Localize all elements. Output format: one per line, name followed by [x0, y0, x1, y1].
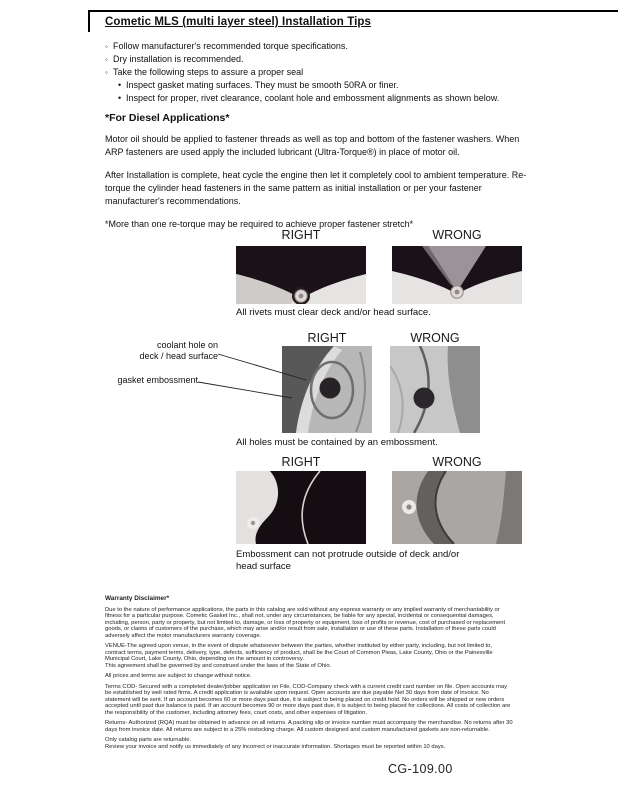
warranty-paragraph: Review your invoice and notify us immediately of any incorrect or inaccurate information. Shortages must be reported within 10 days.: [105, 743, 446, 750]
rivet-center-dot: [455, 290, 460, 295]
document-code: CG-109.00: [388, 762, 453, 776]
warranty-paragraph: Due to the nature of performance applications, the parts in this catalog are sold without any express warranty or any implied warranty of merchantability or fitness for a particular purpose. Cometic Gasket Inc., shall not, under any circumstances, be liable for any special, incidental or consequential damages, including, person, party or property, but not limited to, damage, or loss of property or equipment, loss of profits or revenue, cost of purchased or replacement goods, or claims of customers of the purchase, which may arise and/or result from sale, installation or use of these parts. Installation of these parts could adversely affect the motor manufacturers warranty coverage.: [105, 606, 506, 639]
coolant-leader-line: [218, 354, 306, 380]
row2-caption: All holes must be contained by an embossment.: [236, 437, 438, 448]
warranty-heading: Warranty Disclaimer*: [105, 595, 170, 602]
open-bullet-icon: ◦: [105, 42, 108, 51]
callout-leader-lines: [190, 340, 320, 410]
filled-bullet-icon: •: [118, 80, 122, 90]
right-label-row3: RIGHT: [281, 455, 321, 469]
coolant-hole: [320, 378, 341, 399]
embossment-wrong-image: [390, 346, 480, 433]
tip-sub-item: [105, 92, 499, 105]
tip-text: Follow manufacturer's recommended torque specifications.: [113, 41, 348, 51]
diesel-note: *More than one re-torque may be required to achieve proper fastener stretch*: [105, 219, 414, 229]
bolt-hole-center: [406, 504, 411, 509]
tip-item: [105, 40, 499, 53]
diesel-heading: *For Diesel Applications*: [105, 112, 230, 124]
callout-line: deck / head surface: [139, 351, 218, 361]
diesel-paragraph: After Installation is complete, heat cycle the engine then let it completely cool to ambient temperature. Re-torque the cylinder head fasteners in the same pattern as initial installation or per your fastener manufacturer's recommendations.: [105, 170, 527, 206]
tip-item: [105, 53, 499, 66]
open-bullet-icon: ◦: [105, 68, 108, 77]
warranty-paragraph: This agreement shall be governed by and construed under the laws of the State of Ohio.: [105, 662, 332, 669]
installation-tips-list: [105, 40, 499, 105]
rivet-wrong-image: [392, 246, 522, 304]
bolt-hole-center: [251, 521, 255, 525]
row3-caption: Embossment can not protrude outside of deck and/or head surface: [236, 549, 460, 572]
warranty-paragraph: All prices and terms are subject to change without notice.: [105, 673, 252, 679]
tip-text: Dry installation is recommended.: [113, 54, 244, 64]
page-border-left: [88, 10, 90, 32]
protrude-wrong-image: [392, 471, 522, 544]
wrong-label-row3: WRONG: [432, 455, 482, 469]
gasket-embossment-callout: [100, 375, 198, 386]
wrong-label-row1: WRONG: [432, 228, 482, 242]
rivet-center-dot: [299, 294, 304, 299]
callout-line: gasket embossment: [117, 375, 198, 385]
tip-sub-item: [105, 79, 499, 92]
page-border-top: [88, 10, 618, 12]
embossment-leader-line: [198, 382, 292, 398]
tip-text: Inspect gasket mating surfaces. They must be smooth 50RA or finer.: [126, 80, 399, 90]
row1-caption: All rivets must clear deck and/or head surface.: [236, 307, 431, 318]
warranty-paragraph: VENUE-The agreed upon venue, in the event of dispute whatsoever between the parties, whether instituted by either party, including, but not limited to, contract terms, payment terms, delivery, type, defects, sufficiency of product, shall be the Court of Common Pleas, Lake County, Ohio or the Painesville Municipal Court, Lake County, Ohio, depending on the amount in controversy.: [105, 643, 493, 662]
warranty-paragraph: Terms COD- Secured with a completed dealer/jobber application on File, COD-Company check with a current credit card number on file. Open accounts may be established by well rated firms. A credit application is available upon request. Open accounts are due payable Net 30 days from date of invoice. No statement will be sent. If an account becomes 60 or more days past due, it is subject to being placed on credit hold. No orders will be shipped or new orders accepted until past due balance is paid. If an account becomes 90 or more days past due, it is subject to being placed for collections. All costs of collection are the responsibility of the customer, including attorney fees, court costs, and other expenses of litigation.: [105, 683, 511, 716]
warranty-paragraph: Only catalog parts are returnable.: [105, 737, 192, 743]
right-label-row1: RIGHT: [281, 228, 321, 242]
diesel-paragraph: Motor oil should be applied to fastener threads as well as top and bottom of the fastener washers. When ARP fasteners are used apply the included lubricant (Ultra-Torque®) in place of motor oil.: [105, 134, 520, 157]
right-label-row2: RIGHT: [307, 331, 347, 345]
warranty-paragraph: Returns- Authorized (RQA) must be obtained in advance on all returns. A packing slip or invoice number must accompany the merchandise. No returns after 30 days from invoice date. All returns are subject to a 25% restocking charge. All custom designed and custom manufactured gaskets are non-returnable.: [105, 720, 513, 733]
warranty-disclaimer-section: [105, 596, 513, 750]
diesel-applications-section: [105, 112, 529, 241]
tip-item: [105, 66, 499, 79]
open-bullet-icon: ◦: [105, 55, 108, 64]
protrude-right-image: [236, 471, 366, 544]
tip-text: Inspect for proper, rivet clearance, coolant hole and embossment alignments as shown below.: [126, 93, 500, 103]
callout-line: coolant hole on: [156, 340, 218, 350]
page-title: Cometic MLS (multi layer steel) Installation Tips: [105, 16, 372, 28]
rivet-right-image: [236, 246, 366, 304]
wrong-label-row2: WRONG: [410, 331, 460, 345]
tip-text: Take the following steps to assure a proper seal: [113, 67, 304, 77]
coolant-hole: [414, 388, 435, 409]
filled-bullet-icon: •: [118, 93, 122, 103]
